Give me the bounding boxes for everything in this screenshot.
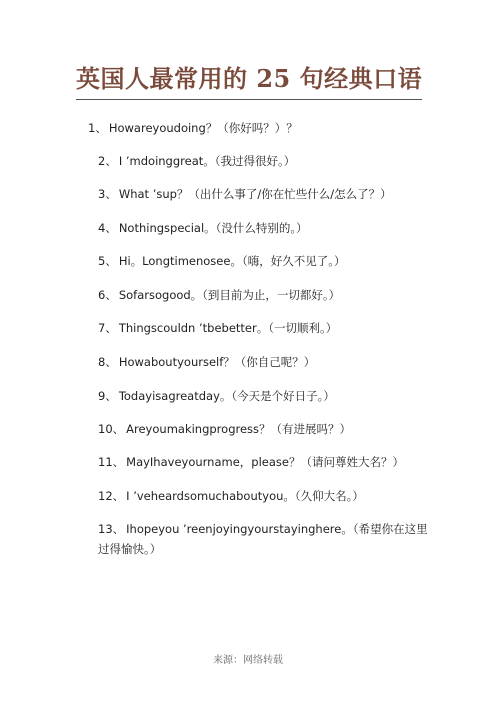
phrase-text: Hi。Longtimenosee。（嗨，好久不见了。） [118, 254, 346, 268]
page-title: 英国人最常用的 25 句经典口语 [76, 64, 423, 93]
phrase-text: Thingscouldn ’tbebetter。（一切顺利。） [118, 321, 338, 335]
phrase-item-5 [98, 251, 496, 271]
phrase-item-11 [98, 452, 496, 472]
phrase-item-9 [98, 386, 496, 406]
phrase-number: 2、 [98, 154, 117, 168]
phrase-text: Howareyoudoing？（你好吗？）？ [108, 121, 298, 135]
phrase-number: 12、 [98, 489, 125, 503]
phrase-item-7 [98, 318, 496, 338]
phrase-item-10 [98, 419, 496, 439]
phrase-text: Nothingspecial。（没什么特别的。） [118, 221, 308, 235]
phrase-number: 10、 [98, 422, 125, 436]
phrase-text: Ihopeyou ’reenjoyingyourstayinghere。（希望你在这里过得愉快。） [98, 522, 428, 556]
phrase-number: 13、 [98, 522, 125, 536]
phrase-number: 1、 [88, 121, 107, 135]
phrase-item-6 [98, 285, 496, 305]
phrase-number: 11、 [98, 455, 125, 469]
phrase-text: Sofarsogood。（到目前为止，一切都好。） [118, 288, 341, 302]
source-footer: 来源：网络转载 [213, 655, 283, 666]
phrase-number: 8、 [98, 355, 117, 369]
phrase-text: Todayisagreatday。（今天是个好日子。） [118, 389, 335, 403]
phrase-item-3 [98, 184, 496, 204]
phrase-text: MayIhaveyourname，please？（请问尊姓大名？） [126, 455, 404, 469]
phrase-number: 6、 [98, 288, 117, 302]
phrase-text: Areyoumakingprogress？（有进展吗？） [126, 422, 352, 436]
phrase-number: 5、 [98, 254, 117, 268]
phrase-item-8 [98, 352, 496, 372]
phrase-item-2 [98, 151, 496, 171]
phrase-item-12 [98, 486, 496, 506]
phrase-number: 9、 [98, 389, 117, 403]
phrase-number: 4、 [98, 221, 117, 235]
phrase-number: 7、 [98, 321, 117, 335]
phrase-text: I ’mdoinggreat。（我过得很好。） [118, 154, 296, 168]
phrase-item-1 [88, 118, 496, 138]
phrase-text: I ’veheardsomuchaboutyou。（久仰大名。） [126, 489, 364, 503]
phrase-number: 3、 [98, 187, 117, 201]
phrase-item-4 [98, 218, 496, 238]
phrase-text: What ’sup？（出什么事了/你在忙些什么/怎么了？） [118, 187, 392, 201]
phrase-text: Howaboutyourself？（你自己呢？） [118, 355, 316, 369]
phrase-item-13 [76, 519, 428, 559]
title-underline [76, 99, 422, 100]
